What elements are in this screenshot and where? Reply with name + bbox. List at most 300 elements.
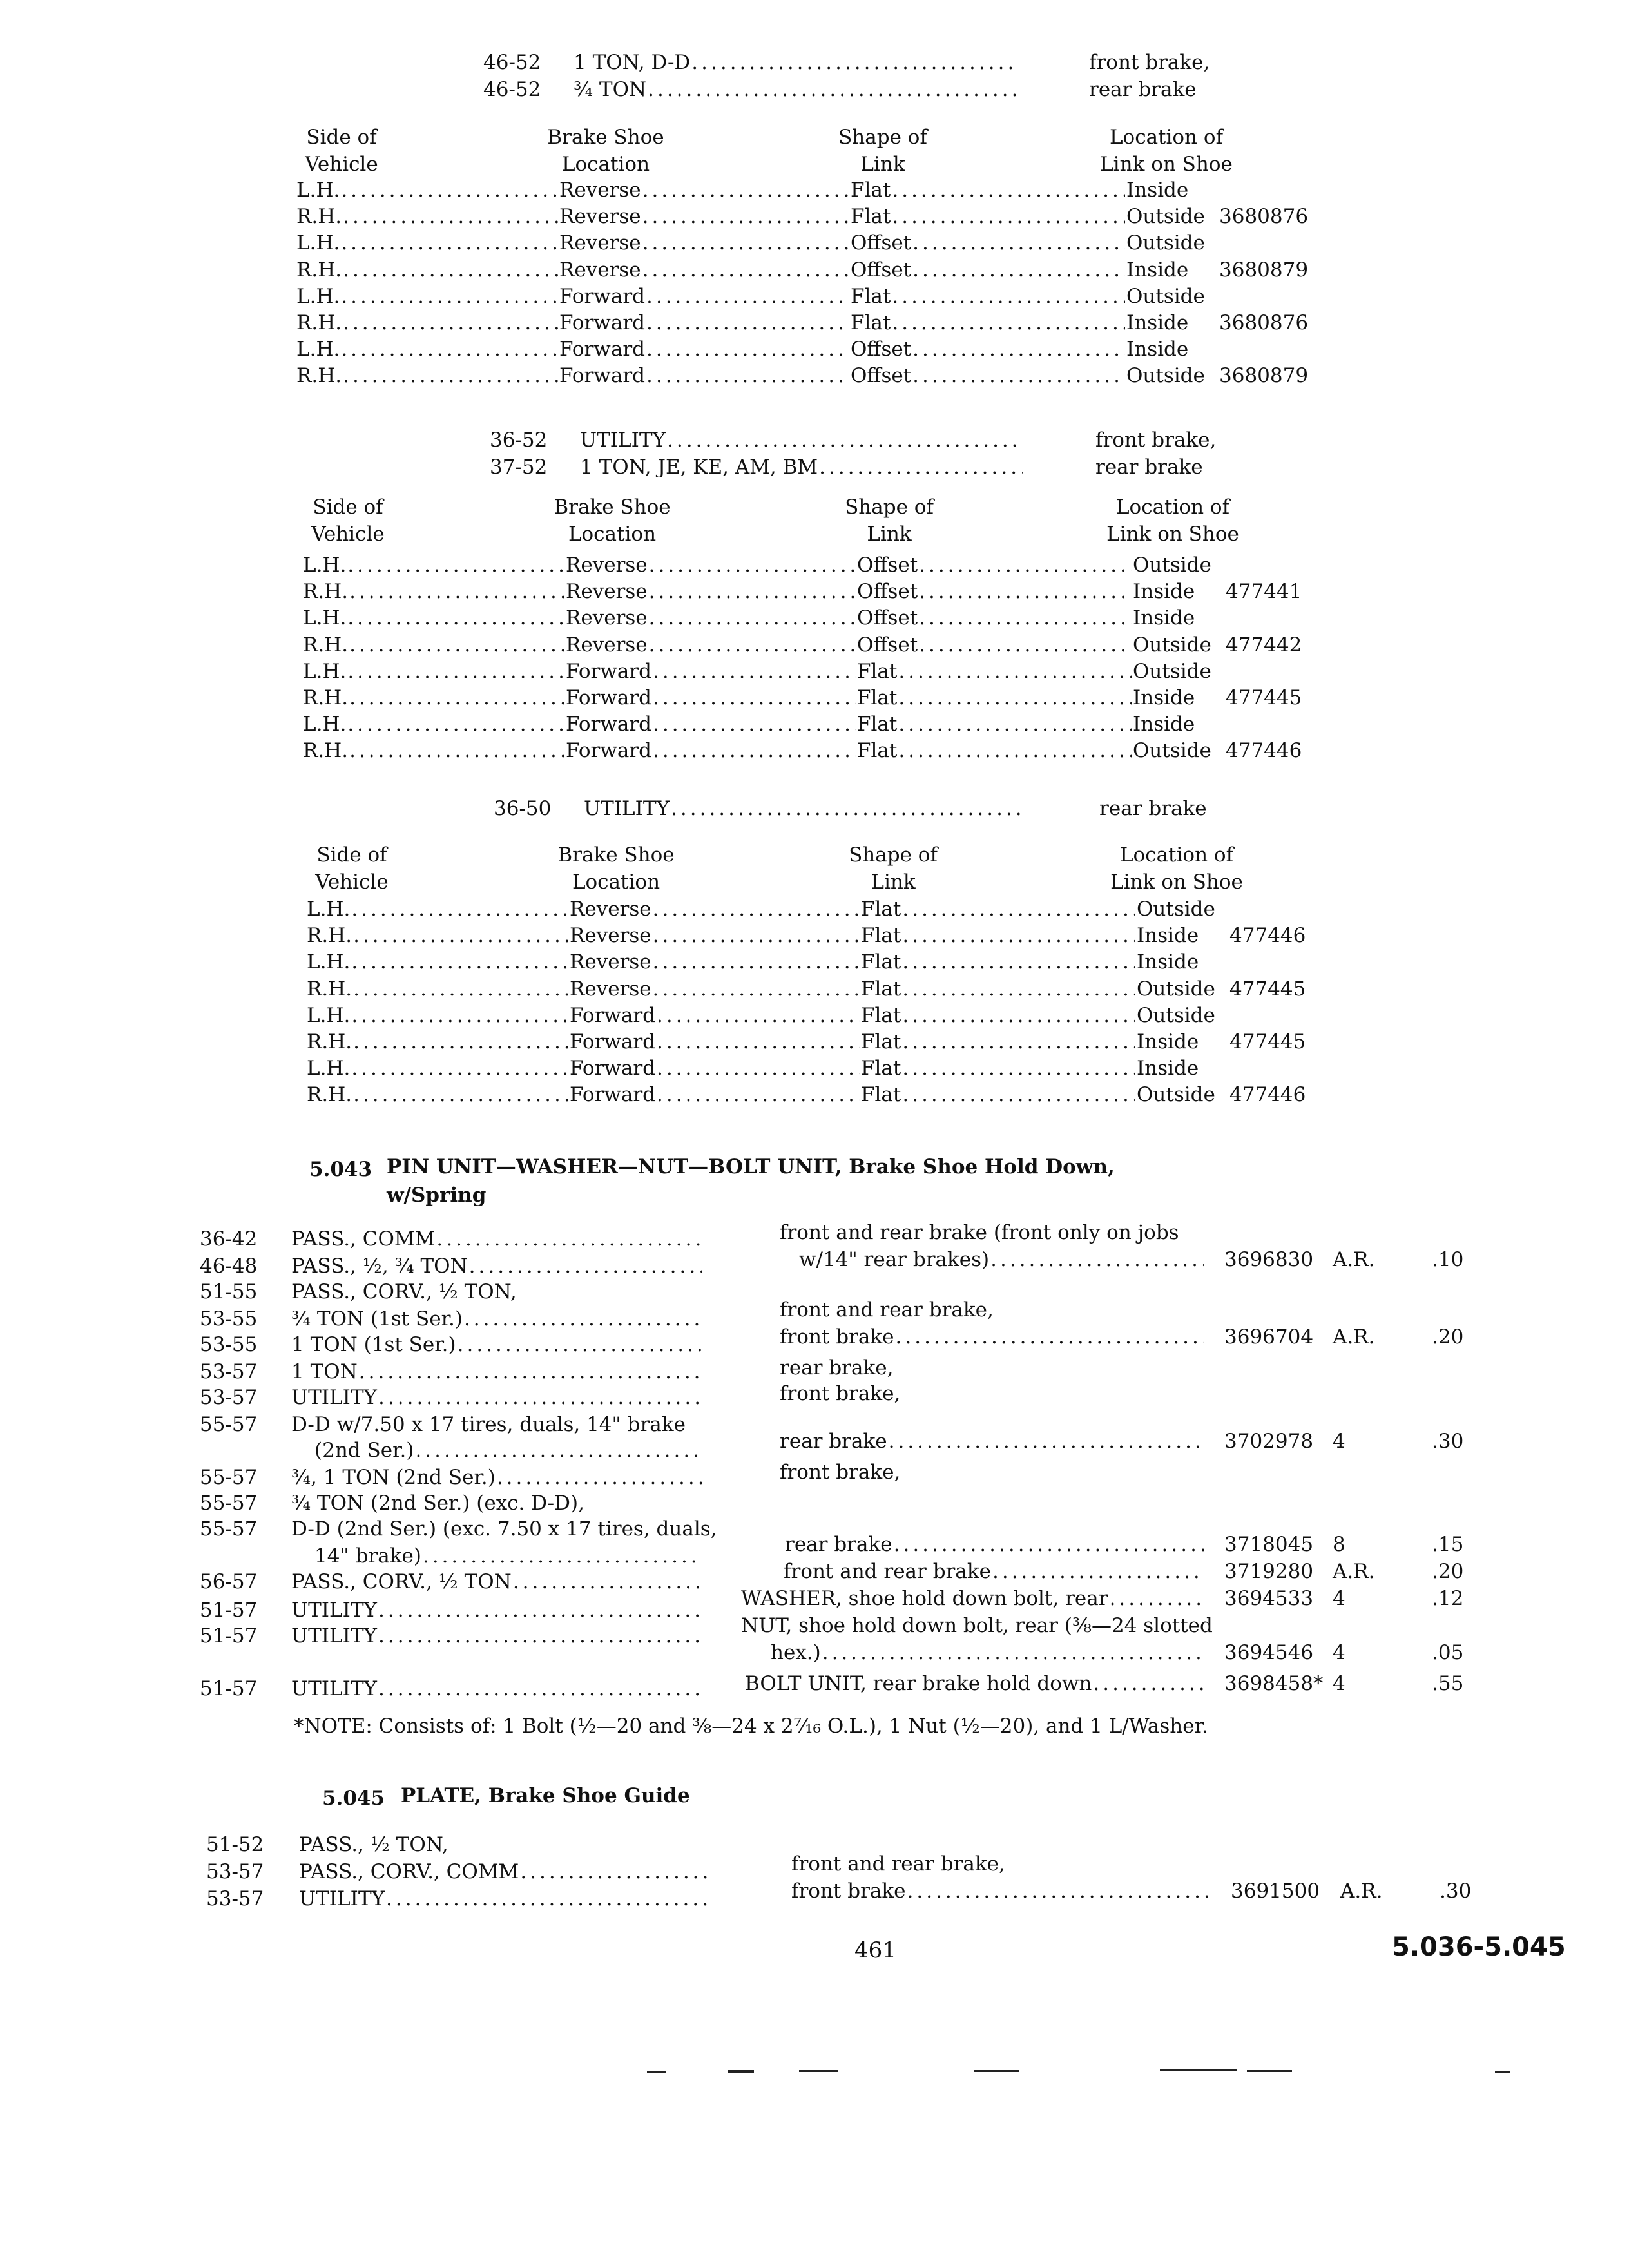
side-of-vehicle-text: R.H.: [307, 1085, 352, 1106]
section-number: 5.043: [309, 1158, 372, 1181]
model-name: [574, 53, 1018, 73]
link-location: Outside: [1133, 739, 1211, 763]
application: [299, 1889, 711, 1909]
year-range: 53-55: [200, 1333, 258, 1356]
link-location: Inside: [1133, 606, 1195, 630]
application-text: UTILITY: [291, 1626, 378, 1646]
model-name: [584, 799, 1028, 819]
side-of-vehicle-text: R.H.: [296, 260, 342, 280]
application-text: UTILITY: [291, 1388, 378, 1408]
section-number: 5.045: [322, 1787, 385, 1810]
dot-leader: [653, 715, 856, 735]
side-of-vehicle-text: R.H.: [307, 979, 352, 999]
dot-leader: [912, 366, 1125, 386]
shape-of-link-text: Flat: [861, 1085, 901, 1106]
side-of-vehicle: [303, 582, 566, 602]
part-number: 3680879: [1219, 258, 1309, 282]
side-of-vehicle: [303, 688, 566, 708]
brake-shoe-location-text: Forward: [570, 1005, 655, 1026]
shape-of-link: [861, 1085, 1137, 1105]
column-header-shape: Shape of: [838, 126, 927, 149]
column-header-shoe: Location: [572, 870, 660, 894]
brake-shoe-location-text: Reverse: [566, 635, 648, 655]
dot-leader: [359, 1362, 702, 1382]
dot-leader: [351, 1059, 568, 1079]
part-description: NUT, shoe hold down bolt, rear (⅜—24 slotted: [741, 1614, 1213, 1637]
dot-leader: [1110, 1589, 1204, 1609]
dot-leader: [347, 715, 564, 735]
dot-leader: [898, 715, 1132, 735]
shape-of-link-text: Offset: [857, 608, 918, 629]
dot-leader: [912, 340, 1125, 360]
application: [291, 1362, 704, 1382]
column-header-loc: Location of: [1119, 843, 1234, 867]
brake-shoe-location-text: Reverse: [559, 233, 641, 254]
part-description: front brake,: [780, 1382, 901, 1405]
side-of-vehicle-text: L.H.: [296, 180, 340, 200]
dot-leader: [667, 430, 1023, 450]
dot-leader: [902, 926, 1135, 946]
dot-leader: [892, 313, 1125, 333]
link-location: Outside: [1126, 364, 1205, 388]
column-header-shape: Link: [871, 870, 916, 894]
application: [291, 1600, 704, 1620]
side-of-vehicle: [307, 1032, 570, 1052]
year-range: 53-57: [200, 1360, 258, 1383]
dot-leader: [649, 635, 856, 655]
application-text: PASS., COMM: [291, 1229, 436, 1249]
dot-leader: [992, 1562, 1204, 1582]
part-number: 3698458*: [1224, 1672, 1324, 1695]
model-years: 46-52: [483, 78, 541, 101]
year-range: 53-57: [206, 1887, 264, 1910]
dot-leader: [415, 1441, 702, 1461]
dot-leader: [898, 688, 1132, 708]
shape-of-link: [861, 899, 1137, 919]
dot-leader: [889, 1432, 1204, 1452]
year-range: 53-57: [200, 1386, 258, 1409]
application: [291, 1626, 704, 1646]
dot-leader: [347, 555, 564, 575]
column-header-shape: Shape of: [849, 843, 938, 867]
dot-leader: [347, 662, 564, 682]
side-of-vehicle-text: L.H.: [303, 608, 347, 629]
part-number: 3680876: [1219, 205, 1309, 229]
dot-leader: [341, 340, 558, 360]
dot-leader: [902, 1006, 1135, 1026]
side-of-vehicle: [296, 340, 559, 360]
part-description-text: BOLT UNIT, rear brake hold down: [745, 1674, 1092, 1694]
side-of-vehicle: [303, 555, 566, 575]
dot-leader: [351, 1006, 568, 1026]
dot-leader: [469, 1256, 702, 1276]
dot-leader: [343, 207, 558, 227]
brake-shoe-location: [570, 1059, 861, 1079]
part-number: 477445: [1229, 1030, 1306, 1053]
application: [314, 1441, 704, 1461]
shape-of-link-text: Flat: [857, 741, 898, 762]
link-location: Inside: [1126, 338, 1189, 361]
side-of-vehicle: [296, 287, 559, 307]
dot-leader: [892, 287, 1125, 307]
link-location: Inside: [1137, 950, 1199, 974]
dot-leader: [653, 899, 860, 919]
column-header-side: Vehicle: [315, 870, 389, 894]
side-of-vehicle: [296, 260, 559, 280]
section-range: 5.036-5.045: [1392, 1932, 1566, 1962]
brake-shoe-location-text: Forward: [566, 661, 651, 682]
brake-shoe-location-text: Reverse: [570, 899, 651, 919]
dot-leader: [653, 979, 860, 999]
part-description: [799, 1250, 1205, 1270]
shape-of-link-text: Offset: [857, 635, 918, 655]
shape-of-link: [851, 313, 1126, 333]
brake-note: front brake,: [1095, 428, 1217, 452]
dot-leader: [822, 1643, 1204, 1663]
year-range: 51-57: [200, 1599, 258, 1622]
dot-leader: [646, 313, 849, 333]
dot-leader: [657, 1059, 860, 1079]
dot-leader: [378, 1600, 702, 1620]
shape-of-link: [851, 287, 1126, 307]
shape-of-link-text: Flat: [851, 180, 891, 200]
side-of-vehicle: [303, 715, 566, 735]
dot-leader: [378, 1679, 702, 1699]
link-location: Inside: [1126, 258, 1189, 282]
application-text: 14" brake): [314, 1546, 421, 1566]
application: ¾ TON (2nd Ser.) (exc. D-D),: [291, 1492, 584, 1515]
model-years: 36-50: [494, 797, 552, 820]
price: .20: [1432, 1560, 1464, 1583]
part-number: 3702978: [1224, 1430, 1314, 1453]
side-of-vehicle: [296, 180, 559, 200]
brake-shoe-location: [559, 207, 851, 227]
part-description: [780, 1327, 1205, 1347]
column-header-shoe: Brake Shoe: [547, 126, 664, 149]
price: .10: [1432, 1248, 1464, 1271]
side-of-vehicle-text: L.H.: [303, 715, 347, 735]
brake-shoe-location-text: Forward: [570, 1085, 655, 1106]
year-range: 51-57: [200, 1677, 258, 1700]
application-text: 1 TON: [291, 1362, 358, 1382]
shape-of-link-text: Flat: [861, 899, 901, 919]
brake-shoe-location: [570, 1032, 861, 1052]
dot-leader: [520, 1862, 710, 1882]
brake-shoe-location: [566, 555, 857, 575]
part-number: 3680879: [1219, 364, 1309, 388]
dot-leader: [902, 1059, 1135, 1079]
application: [291, 1309, 704, 1329]
side-of-vehicle: [307, 899, 570, 919]
part-number: 477441: [1226, 580, 1302, 604]
dot-leader: [907, 1881, 1210, 1901]
shape-of-link-text: Flat: [861, 979, 901, 999]
application-text: UTILITY: [291, 1679, 378, 1699]
brake-shoe-location: [570, 979, 861, 999]
brake-shoe-location: [559, 313, 851, 333]
dot-leader: [349, 741, 564, 761]
shape-of-link-text: Offset: [857, 555, 918, 575]
application-text: ¾ TON (1st Ser.): [291, 1309, 463, 1329]
side-of-vehicle: [296, 313, 559, 333]
side-of-vehicle: [303, 662, 566, 682]
shape-of-link: [857, 688, 1133, 708]
dot-leader: [902, 1032, 1135, 1052]
application: D-D (2nd Ser.) (exc. 7.50 x 17 tires, duals,: [291, 1517, 717, 1541]
shape-of-link: [861, 952, 1137, 972]
side-of-vehicle: [307, 979, 570, 999]
application-text: PASS., CORV., ½ TON: [291, 1572, 512, 1592]
part-description-text: WASHER, shoe hold down bolt, rear: [741, 1589, 1108, 1609]
shape-of-link: [851, 260, 1126, 280]
column-header-side: Vehicle: [311, 523, 385, 546]
dot-leader: [912, 260, 1125, 280]
side-of-vehicle-text: R.H.: [303, 582, 349, 602]
price: .05: [1432, 1641, 1464, 1664]
part-number: 3696830: [1224, 1248, 1314, 1271]
part-number: 477445: [1229, 977, 1306, 1001]
dot-leader: [898, 741, 1132, 761]
part-number: 3696704: [1224, 1325, 1314, 1349]
shape-of-link: [861, 1059, 1137, 1079]
side-of-vehicle: [303, 741, 566, 761]
part-description: [741, 1589, 1205, 1609]
scan-artifact: [974, 2070, 1019, 2072]
brake-shoe-location: [566, 715, 857, 735]
application-text: (2nd Ser.): [314, 1441, 414, 1461]
link-location: Outside: [1133, 553, 1211, 577]
dot-leader: [341, 287, 558, 307]
link-location: Inside: [1133, 580, 1195, 604]
part-number: 477446: [1226, 739, 1302, 763]
link-location: Inside: [1126, 178, 1189, 202]
price: .12: [1432, 1587, 1464, 1610]
link-location: Inside: [1133, 686, 1195, 709]
link-location: Outside: [1126, 231, 1205, 255]
brake-shoe-location-text: Reverse: [559, 260, 641, 280]
shape-of-link-text: Flat: [851, 207, 891, 227]
column-header-shoe: Location: [561, 153, 650, 176]
column-header-shape: Link: [860, 153, 905, 176]
dot-leader: [894, 1535, 1204, 1555]
brake-note: rear brake: [1099, 797, 1207, 820]
shape-of-link: [851, 340, 1126, 360]
section-title: PLATE, Brake Shoe Guide: [401, 1784, 690, 1807]
side-of-vehicle-text: R.H.: [303, 635, 349, 655]
brake-shoe-location-text: Forward: [566, 688, 651, 708]
dot-leader: [458, 1335, 702, 1355]
side-of-vehicle-text: R.H.: [296, 313, 342, 333]
price: .20: [1432, 1325, 1464, 1349]
dot-leader: [351, 899, 568, 919]
brake-shoe-location-text: Forward: [566, 715, 651, 735]
dot-leader: [919, 635, 1132, 655]
dot-leader: [649, 582, 856, 602]
year-range: 55-57: [200, 1466, 258, 1489]
part-number: 477446: [1229, 1083, 1306, 1107]
section-title: PIN UNIT—WASHER—NUT—BOLT UNIT, Brake Shoe Hold Down,: [387, 1155, 1115, 1178]
scan-artifact: [728, 2070, 754, 2073]
brake-shoe-location-text: Reverse: [559, 207, 641, 227]
side-of-vehicle-text: R.H.: [307, 926, 352, 947]
brake-shoe-location: [570, 1006, 861, 1026]
dot-leader: [919, 582, 1132, 602]
brake-shoe-location-text: Forward: [570, 1032, 655, 1052]
dot-leader: [347, 608, 564, 628]
shape-of-link-text: Offset: [851, 233, 912, 254]
dot-leader: [646, 340, 849, 360]
dot-leader: [919, 555, 1132, 575]
model-years: 37-52: [490, 456, 548, 479]
dot-leader: [649, 608, 856, 628]
model-years: 46-52: [483, 51, 541, 74]
side-of-vehicle: [307, 952, 570, 972]
model-name-text: UTILITY: [584, 799, 670, 819]
dot-leader: [657, 1006, 860, 1026]
application-text: UTILITY: [299, 1889, 385, 1909]
shape-of-link: [857, 582, 1133, 602]
side-of-vehicle: [307, 1059, 570, 1079]
brake-shoe-location: [559, 366, 851, 386]
part-description: front and rear brake,: [780, 1298, 994, 1321]
side-of-vehicle-text: L.H.: [307, 899, 351, 919]
year-range: 53-55: [200, 1307, 258, 1331]
dot-leader: [343, 366, 558, 386]
year-range: 51-57: [200, 1624, 258, 1648]
brake-shoe-location: [559, 180, 851, 200]
dot-leader: [653, 741, 856, 761]
brake-shoe-location-text: Forward: [559, 366, 645, 387]
brake-shoe-location-text: Reverse: [566, 555, 648, 575]
part-number: 3680876: [1219, 311, 1309, 334]
brake-shoe-location-text: Forward: [559, 286, 645, 307]
application: PASS., ½ TON,: [299, 1833, 448, 1856]
brake-shoe-location: [566, 608, 857, 628]
part-description-text: rear brake: [785, 1535, 892, 1555]
quantity: A.R.: [1333, 1248, 1375, 1271]
brake-shoe-location-text: Reverse: [570, 926, 651, 947]
link-location: Inside: [1133, 713, 1195, 736]
dot-leader: [378, 1388, 702, 1408]
dot-leader: [349, 635, 564, 655]
model-name-text: 1 TON, D-D: [574, 53, 691, 73]
side-of-vehicle-text: R.H.: [296, 366, 342, 387]
column-header-loc: Link on Shoe: [1110, 870, 1243, 894]
column-header-shoe: Brake Shoe: [554, 495, 671, 519]
quantity: 4: [1333, 1672, 1345, 1695]
price: .15: [1432, 1533, 1464, 1556]
part-description-text: rear brake: [780, 1432, 887, 1452]
column-header-loc: Link on Shoe: [1100, 153, 1233, 176]
shape-of-link-text: Offset: [857, 582, 918, 602]
price: .30: [1440, 1879, 1472, 1903]
model-name: [580, 430, 1025, 450]
dot-leader: [343, 313, 558, 333]
application-text: UTILITY: [291, 1600, 378, 1620]
part-number: 477445: [1226, 686, 1302, 709]
dot-leader: [343, 260, 558, 280]
model-name-text: 1 TON, JE, KE, AM, BM: [580, 457, 818, 477]
dot-leader: [691, 53, 1017, 73]
year-range: 51-52: [206, 1833, 264, 1856]
dot-leader: [892, 180, 1125, 200]
application: [291, 1679, 704, 1699]
brake-shoe-location-text: Reverse: [566, 582, 648, 602]
dot-leader: [898, 662, 1132, 682]
side-of-vehicle-text: L.H.: [303, 661, 347, 682]
dot-leader: [642, 233, 849, 253]
brake-shoe-location-text: Reverse: [566, 608, 648, 629]
part-number: 3719280: [1224, 1560, 1314, 1583]
side-of-vehicle: [307, 926, 570, 946]
year-range: 53-57: [206, 1860, 264, 1883]
part-number: 477446: [1229, 924, 1306, 948]
dot-leader: [896, 1327, 1204, 1347]
price: .30: [1432, 1430, 1464, 1453]
column-header-shape: Shape of: [845, 495, 934, 519]
brake-shoe-location: [566, 662, 857, 682]
link-location: Outside: [1126, 284, 1205, 308]
side-of-vehicle-text: L.H.: [307, 1059, 351, 1079]
dot-leader: [353, 979, 568, 999]
link-location: Outside: [1137, 1083, 1215, 1107]
dot-leader: [653, 688, 856, 708]
part-number: 3694533: [1224, 1587, 1314, 1610]
brake-shoe-location: [570, 899, 861, 919]
column-header-shape: Link: [867, 523, 912, 546]
dot-leader: [919, 608, 1132, 628]
side-of-vehicle-text: L.H.: [296, 233, 340, 254]
brake-note: rear brake: [1095, 456, 1203, 479]
side-of-vehicle-text: L.H.: [296, 286, 340, 307]
quantity: 4: [1333, 1430, 1345, 1453]
dot-leader: [649, 555, 856, 575]
year-range: 55-57: [200, 1413, 258, 1436]
side-of-vehicle-text: R.H.: [303, 741, 349, 762]
side-of-vehicle: [303, 635, 566, 655]
dot-leader: [353, 1032, 568, 1052]
dot-leader: [1093, 1674, 1204, 1694]
dot-leader: [902, 1085, 1135, 1105]
shape-of-link: [857, 741, 1133, 761]
dot-leader: [646, 366, 849, 386]
brake-note: front brake,: [1089, 51, 1210, 74]
quantity: A.R.: [1333, 1560, 1375, 1583]
application: [291, 1335, 704, 1355]
dot-leader: [513, 1572, 702, 1592]
brake-shoe-location: [566, 635, 857, 655]
scan-artifact: [647, 2071, 666, 2073]
side-of-vehicle-text: L.H.: [303, 555, 347, 575]
application: [299, 1862, 711, 1882]
brake-shoe-location: [570, 1085, 861, 1105]
part-description: [785, 1535, 1205, 1555]
shape-of-link: [861, 1006, 1137, 1026]
part-number: 3691500: [1231, 1879, 1320, 1903]
shape-of-link: [851, 180, 1126, 200]
year-range: 46-48: [200, 1254, 258, 1278]
dot-leader: [902, 979, 1135, 999]
dot-leader: [642, 260, 849, 280]
side-of-vehicle-text: L.H.: [296, 340, 340, 360]
dot-leader: [646, 287, 849, 307]
dot-leader: [819, 457, 1023, 477]
dot-leader: [423, 1546, 702, 1566]
shape-of-link-text: Flat: [861, 952, 901, 973]
dot-leader: [436, 1229, 702, 1249]
shape-of-link: [861, 1032, 1137, 1052]
part-description-text: front brake: [791, 1881, 906, 1901]
